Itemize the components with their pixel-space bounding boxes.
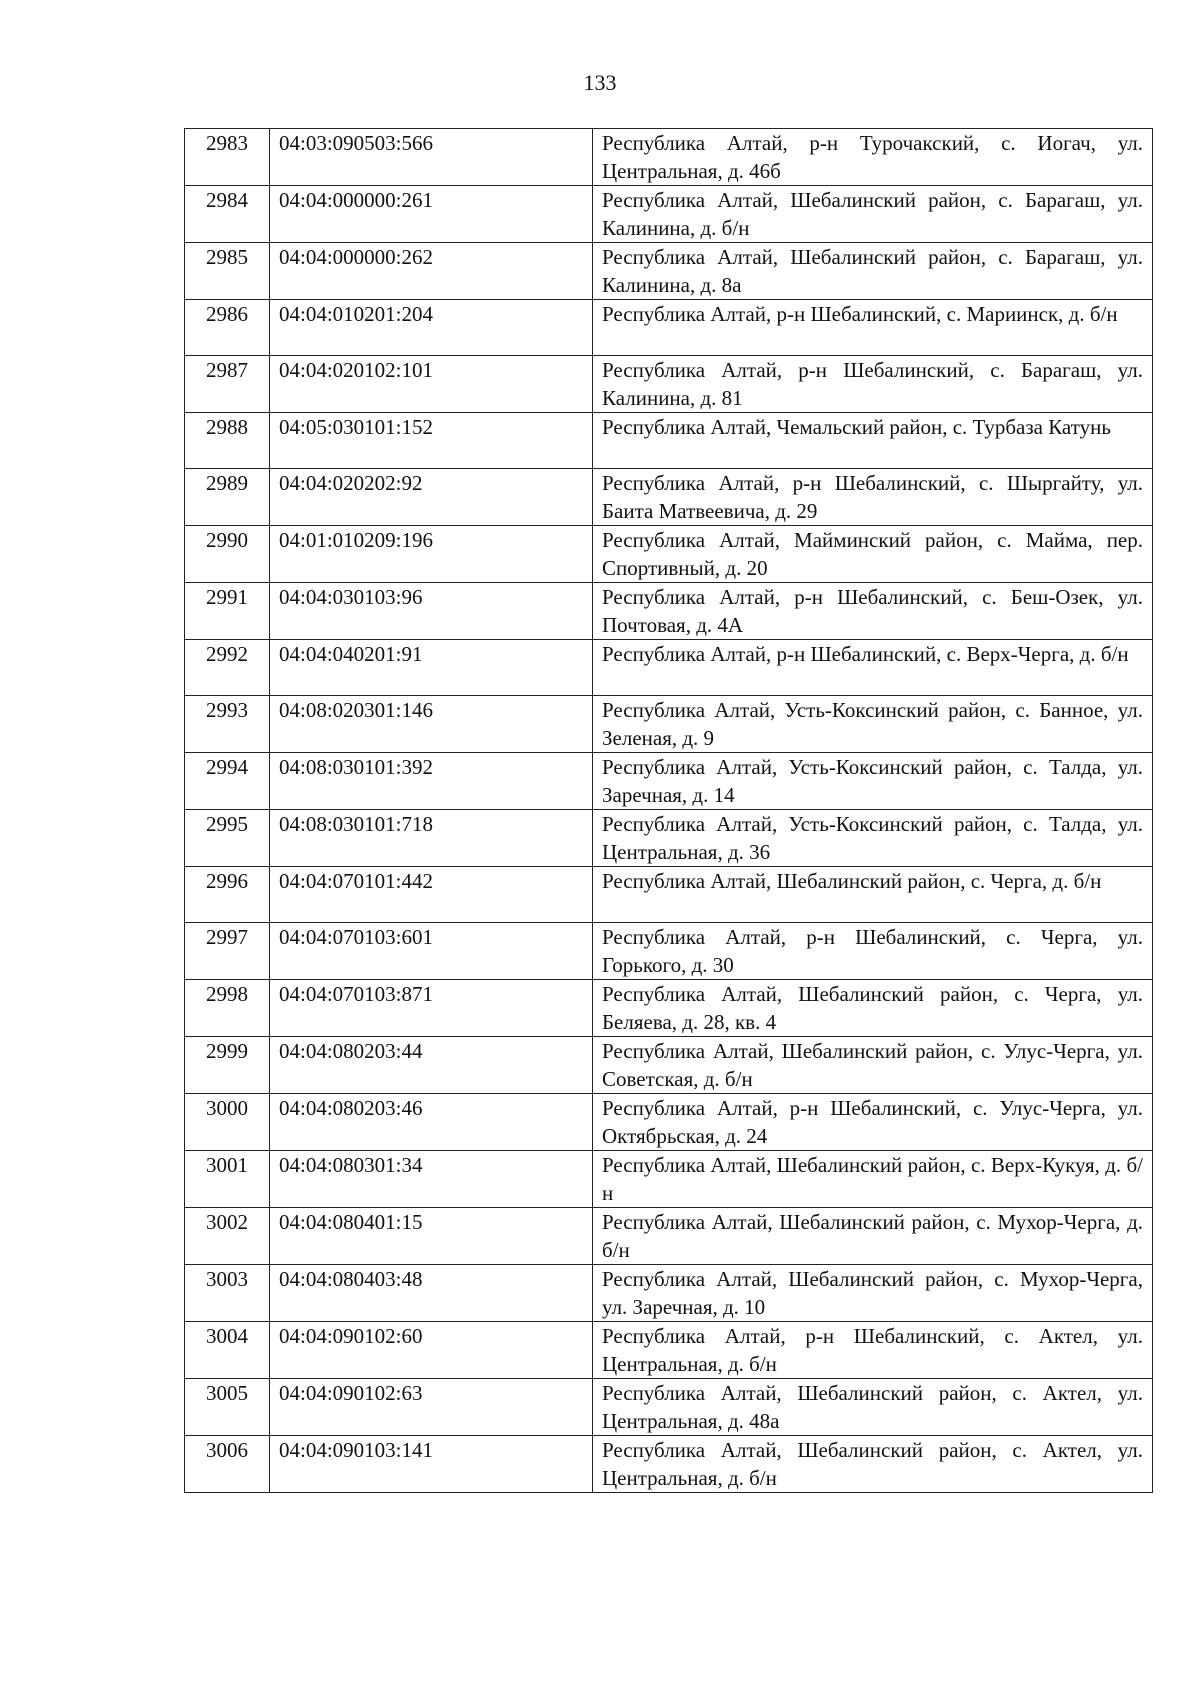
property-registry-table <box>184 128 1153 1493</box>
address-cell: Республика Алтай, Шебалинский район, с. Барагаш, ул. Калинина, д. б/н <box>593 186 1153 243</box>
table-row <box>185 469 1153 526</box>
cadastral-number-cell: 04:08:030101:392 <box>270 753 593 810</box>
registry-table-body <box>185 129 1153 1493</box>
cadastral-number-cell: 04:08:020301:146 <box>270 696 593 753</box>
address-cell: Республика Алтай, р-н Шебалинский, с. Шыргайту, ул. Баита Матвеевича, д. 29 <box>593 469 1153 526</box>
cadastral-number-cell: 04:04:070103:871 <box>270 980 593 1037</box>
table-row <box>185 810 1153 867</box>
table-row <box>185 1094 1153 1151</box>
table-row <box>185 696 1153 753</box>
table-row <box>185 1379 1153 1436</box>
row-number-cell: 2996 <box>185 867 270 923</box>
row-number-cell: 2988 <box>185 413 270 469</box>
row-number-cell: 2993 <box>185 696 270 753</box>
page-number: 133 <box>583 70 617 95</box>
table-row <box>185 1265 1153 1322</box>
address-cell: Республика Алтай, Усть-Коксинский район, с. Банное, ул. Зеленая, д. 9 <box>593 696 1153 753</box>
row-number-cell: 3004 <box>185 1322 270 1379</box>
cadastral-number-cell: 04:04:090102:63 <box>270 1379 593 1436</box>
address-cell: Республика Алтай, Шебалинский район, с. Мухор-Черга, ул. Заречная, д. 10 <box>593 1265 1153 1322</box>
table-row <box>185 526 1153 583</box>
table-row <box>185 753 1153 810</box>
cadastral-number-cell: 04:04:090102:60 <box>270 1322 593 1379</box>
cadastral-number-cell: 04:01:010209:196 <box>270 526 593 583</box>
row-number-cell: 2998 <box>185 980 270 1037</box>
address-cell: Республика Алтай, р-н Шебалинский, с. Актел, ул. Центральная, д. б/н <box>593 1322 1153 1379</box>
row-number-cell: 2984 <box>185 186 270 243</box>
address-cell: Республика Алтай, Чемальский район, с. Турбаза Катунь <box>593 413 1153 469</box>
row-number-cell: 3006 <box>185 1436 270 1493</box>
cadastral-number-cell: 04:03:090503:566 <box>270 129 593 186</box>
row-number-cell: 2985 <box>185 243 270 300</box>
cadastral-number-cell: 04:04:000000:261 <box>270 186 593 243</box>
address-cell: Республика Алтай, р-н Шебалинский, с. Беш-Озек, ул. Почтовая, д. 4А <box>593 583 1153 640</box>
address-cell: Республика Алтай, Шебалинский район, с. Черга, ул. Беляева, д. 28, кв. 4 <box>593 980 1153 1037</box>
row-number-cell: 2987 <box>185 356 270 413</box>
table-row <box>185 1037 1153 1094</box>
table-row <box>185 1151 1153 1208</box>
cadastral-number-cell: 04:04:080403:48 <box>270 1265 593 1322</box>
row-number-cell: 3003 <box>185 1265 270 1322</box>
address-cell: Республика Алтай, Шебалинский район, с. Актел, ул. Центральная, д. б/н <box>593 1436 1153 1493</box>
cadastral-number-cell: 04:04:040201:91 <box>270 640 593 696</box>
address-cell: Республика Алтай, р-н Турочакский, с. Иогач, ул. Центральная, д. 46б <box>593 129 1153 186</box>
table-row <box>185 129 1153 186</box>
row-number-cell: 3005 <box>185 1379 270 1436</box>
address-cell: Республика Алтай, Шебалинский район, с. Мухор-Черга, д. б/н <box>593 1208 1153 1265</box>
cadastral-number-cell: 04:04:070103:601 <box>270 923 593 980</box>
cadastral-number-cell: 04:04:030103:96 <box>270 583 593 640</box>
table-row <box>185 356 1153 413</box>
row-number-cell: 2986 <box>185 300 270 356</box>
address-cell: Республика Алтай, р-н Шебалинский, с. Верх-Черга, д. б/н <box>593 640 1153 696</box>
address-cell: Республика Алтай, Шебалинский район, с. Верх-Кукуя, д. б/н <box>593 1151 1153 1208</box>
address-cell: Республика Алтай, р-н Шебалинский, с. Улус-Черга, ул. Октябрьская, д. 24 <box>593 1094 1153 1151</box>
table-row <box>185 413 1153 469</box>
table-row <box>185 300 1153 356</box>
table-row <box>185 1436 1153 1493</box>
table-row <box>185 186 1153 243</box>
row-number-cell: 2997 <box>185 923 270 980</box>
address-cell: Республика Алтай, Шебалинский район, с. Актел, ул. Центральная, д. 48а <box>593 1379 1153 1436</box>
row-number-cell: 2999 <box>185 1037 270 1094</box>
cadastral-number-cell: 04:04:010201:204 <box>270 300 593 356</box>
cadastral-number-cell: 04:04:090103:141 <box>270 1436 593 1493</box>
row-number-cell: 3002 <box>185 1208 270 1265</box>
row-number-cell: 2989 <box>185 469 270 526</box>
address-cell: Республика Алтай, Усть-Коксинский район, с. Талда, ул. Центральная, д. 36 <box>593 810 1153 867</box>
address-cell: Республика Алтай, Усть-Коксинский район, с. Талда, ул. Заречная, д. 14 <box>593 753 1153 810</box>
table-row <box>185 1208 1153 1265</box>
table-row <box>185 980 1153 1037</box>
row-number-cell: 2992 <box>185 640 270 696</box>
table-row <box>185 923 1153 980</box>
row-number-cell: 2990 <box>185 526 270 583</box>
table-row <box>185 867 1153 923</box>
cadastral-number-cell: 04:04:070101:442 <box>270 867 593 923</box>
table-row <box>185 583 1153 640</box>
cadastral-number-cell: 04:04:020102:101 <box>270 356 593 413</box>
cadastral-number-cell: 04:04:000000:262 <box>270 243 593 300</box>
address-cell: Республика Алтай, Шебалинский район, с. Черга, д. б/н <box>593 867 1153 923</box>
row-number-cell: 2994 <box>185 753 270 810</box>
table-row <box>185 243 1153 300</box>
table-row <box>185 1322 1153 1379</box>
address-cell: Республика Алтай, Шебалинский район, с. Барагаш, ул. Калинина, д. 8а <box>593 243 1153 300</box>
address-cell: Республика Алтай, Майминский район, с. Майма, пер. Спортивный, д. 20 <box>593 526 1153 583</box>
row-number-cell: 2995 <box>185 810 270 867</box>
row-number-cell: 2991 <box>185 583 270 640</box>
table-row <box>185 640 1153 696</box>
cadastral-number-cell: 04:04:080203:46 <box>270 1094 593 1151</box>
row-number-cell: 3001 <box>185 1151 270 1208</box>
cadastral-number-cell: 04:04:080401:15 <box>270 1208 593 1265</box>
address-cell: Республика Алтай, р-н Шебалинский, с. Барагаш, ул. Калинина, д. 81 <box>593 356 1153 413</box>
address-cell: Республика Алтай, р-н Шебалинский, с. Мариинск, д. б/н <box>593 300 1153 356</box>
address-cell: Республика Алтай, р-н Шебалинский, с. Черга, ул. Горького, д. 30 <box>593 923 1153 980</box>
row-number-cell: 2983 <box>185 129 270 186</box>
cadastral-number-cell: 04:04:080203:44 <box>270 1037 593 1094</box>
address-cell: Республика Алтай, Шебалинский район, с. Улус-Черга, ул. Советская, д. б/н <box>593 1037 1153 1094</box>
cadastral-number-cell: 04:05:030101:152 <box>270 413 593 469</box>
cadastral-number-cell: 04:08:030101:718 <box>270 810 593 867</box>
cadastral-number-cell: 04:04:020202:92 <box>270 469 593 526</box>
row-number-cell: 3000 <box>185 1094 270 1151</box>
cadastral-number-cell: 04:04:080301:34 <box>270 1151 593 1208</box>
